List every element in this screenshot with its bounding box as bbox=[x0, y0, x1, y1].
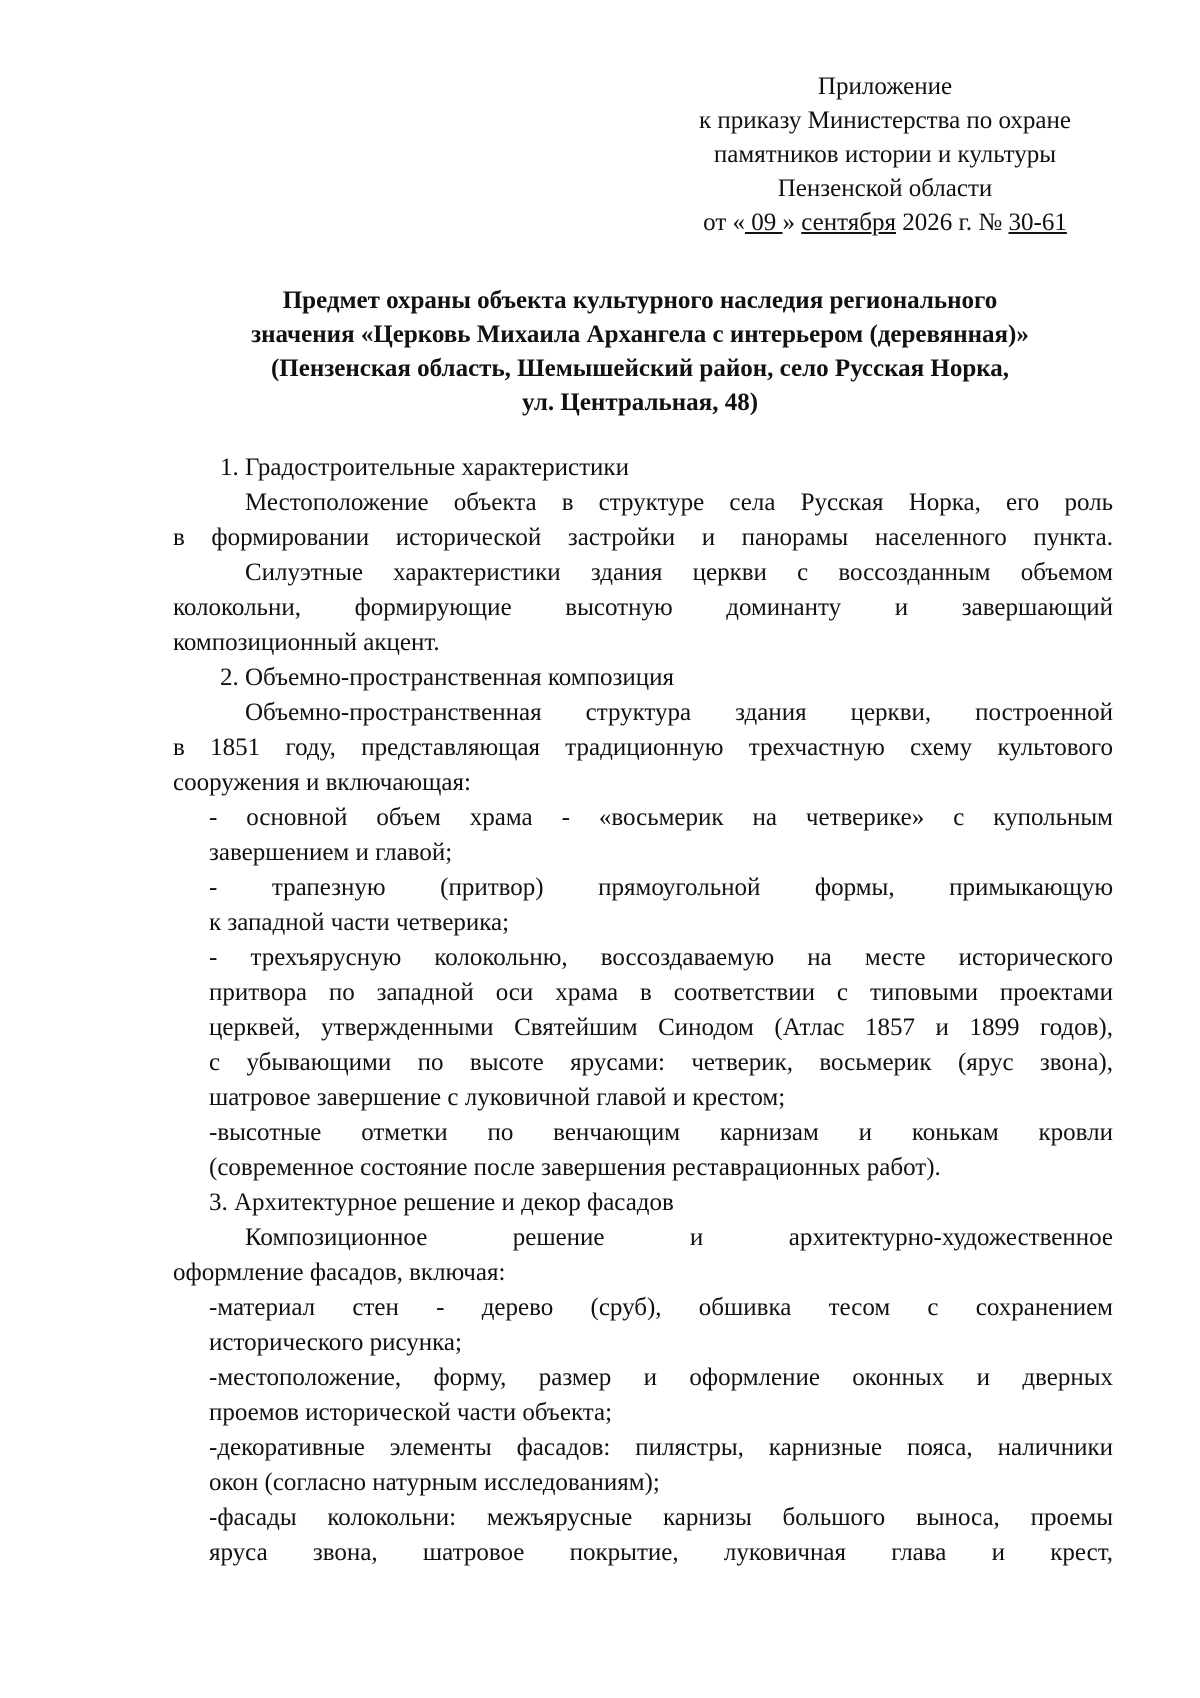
section-3-item-3-line-2: окон (согласно натурным исследованиям); bbox=[209, 1469, 660, 1496]
section-3-item-2-line-1: -местоположение, форму, размер и оформление оконных и дверных bbox=[209, 1364, 1113, 1391]
section-2-paragraph-line-3: сооружения и включающая: bbox=[173, 769, 471, 796]
section-1-paragraph-2-line-1: Силуэтные характеристики здания церкви с воссозданным объемом bbox=[245, 559, 1113, 586]
section-3-item-1-line-2: исторического рисунка; bbox=[209, 1329, 462, 1356]
section-1-paragraph-2-line-3: композиционный акцент. bbox=[173, 629, 440, 656]
section-2-paragraph-line-1: Объемно-пространственная структура здания церкви, построенной bbox=[245, 699, 1113, 726]
date-year: 2026 г. № bbox=[895, 209, 1009, 236]
appendix-order-line: к приказу Министерства по охране bbox=[698, 107, 1072, 134]
date-prefix: от « bbox=[703, 209, 746, 236]
section-3-item-3-line-1: -декоративные элементы фасадов: пилястры, карнизные пояса, наличники bbox=[209, 1434, 1113, 1461]
section-3-item-4-line-2: яруса звона, шатровое покрытие, луковичная глава и крест, bbox=[209, 1539, 1113, 1566]
section-1-paragraph-1-line-2: в формировании исторической застройки и панорамы населенного пункта. bbox=[173, 524, 1113, 551]
date-day: 09 bbox=[745, 209, 783, 236]
title-line-3: (Пензенская область, Шемышейский район, село Русская Норка, bbox=[270, 355, 1010, 382]
appendix-ministry-line: памятников истории и культуры bbox=[713, 141, 1057, 168]
section-2-heading: 2. Объемно-пространственная композиция bbox=[220, 664, 674, 691]
section-2-item-2-line-1: - трапезную (притвор) прямоугольной формы, примыкающую bbox=[209, 874, 1113, 901]
date-month: сентября bbox=[801, 209, 896, 236]
appendix-header bbox=[650, 70, 1120, 240]
section-2-item-3-line-5: шатровое завершение с луковичной главой и крестом; bbox=[209, 1084, 786, 1111]
section-2-item-3-line-1: - трехъярусную колокольню, воссоздаваемую на месте исторического bbox=[209, 944, 1113, 971]
section-3-item-2-line-2: проемов исторической части объекта; bbox=[209, 1399, 613, 1426]
section-2-item-4-line-1: -высотные отметки по венчающим карнизам и конькам кровли bbox=[209, 1119, 1113, 1146]
appendix-date-line bbox=[650, 206, 1120, 240]
appendix-region-line: Пензенской области bbox=[777, 175, 993, 202]
section-2-item-1-line-2: завершением и главой; bbox=[209, 839, 453, 866]
title-line-2: значения «Церковь Михаила Архангела с интерьером (деревянная)» bbox=[251, 321, 1029, 348]
date-sep: » bbox=[782, 209, 802, 236]
document-body bbox=[173, 450, 1113, 1570]
order-number: 30-61 bbox=[1008, 209, 1067, 236]
section-2-item-4-line-2: (современное состояние после завершения реставрационных работ). bbox=[209, 1154, 941, 1181]
title-line-1: Предмет охраны объекта культурного наследия регионального bbox=[282, 287, 998, 314]
section-3-paragraph-line-2: оформление фасадов, включая: bbox=[173, 1259, 506, 1286]
appendix-label: Приложение bbox=[817, 73, 953, 100]
section-3-heading: 3. Архитектурное решение и декор фасадов bbox=[209, 1189, 674, 1216]
section-1-paragraph-2-line-2: колокольни, формирующие высотную доминанту и завершающий bbox=[173, 594, 1113, 621]
section-2-paragraph-line-2: в 1851 году, представляющая традиционную трехчастную схему культового bbox=[173, 734, 1113, 761]
section-3-item-1-line-1: -материал стен - дерево (сруб), обшивка тесом с сохранением bbox=[209, 1294, 1113, 1321]
section-2-item-3-line-2: притвора по западной оси храма в соответствии с типовыми проектами bbox=[209, 979, 1113, 1006]
section-1-paragraph-1-line-1: Местоположение объекта в структуре села Русская Норка, его роль bbox=[245, 489, 1113, 516]
section-2-item-1-line-1: - основной объем храма - «восьмерик на четверике» с купольным bbox=[209, 804, 1113, 831]
section-2-item-3-line-3: церквей, утвержденными Святейшим Синодом (Атлас 1857 и 1899 годов), bbox=[209, 1014, 1113, 1041]
document-title bbox=[170, 284, 1110, 420]
section-3-paragraph-line-1: Композиционное решение и архитектурно-художественное bbox=[245, 1224, 1113, 1251]
title-line-4: ул. Центральная, 48) bbox=[521, 389, 759, 416]
section-2-item-2-line-2: к западной части четверика; bbox=[209, 909, 510, 936]
section-3-item-4-line-1: -фасады колокольни: межъярусные карнизы большого выноса, проемы bbox=[209, 1504, 1113, 1531]
section-2-item-3-line-4: с убывающими по высоте ярусами: четверик, восьмерик (ярус звона), bbox=[209, 1049, 1113, 1076]
section-1-heading: 1. Градостроительные характеристики bbox=[220, 454, 629, 481]
